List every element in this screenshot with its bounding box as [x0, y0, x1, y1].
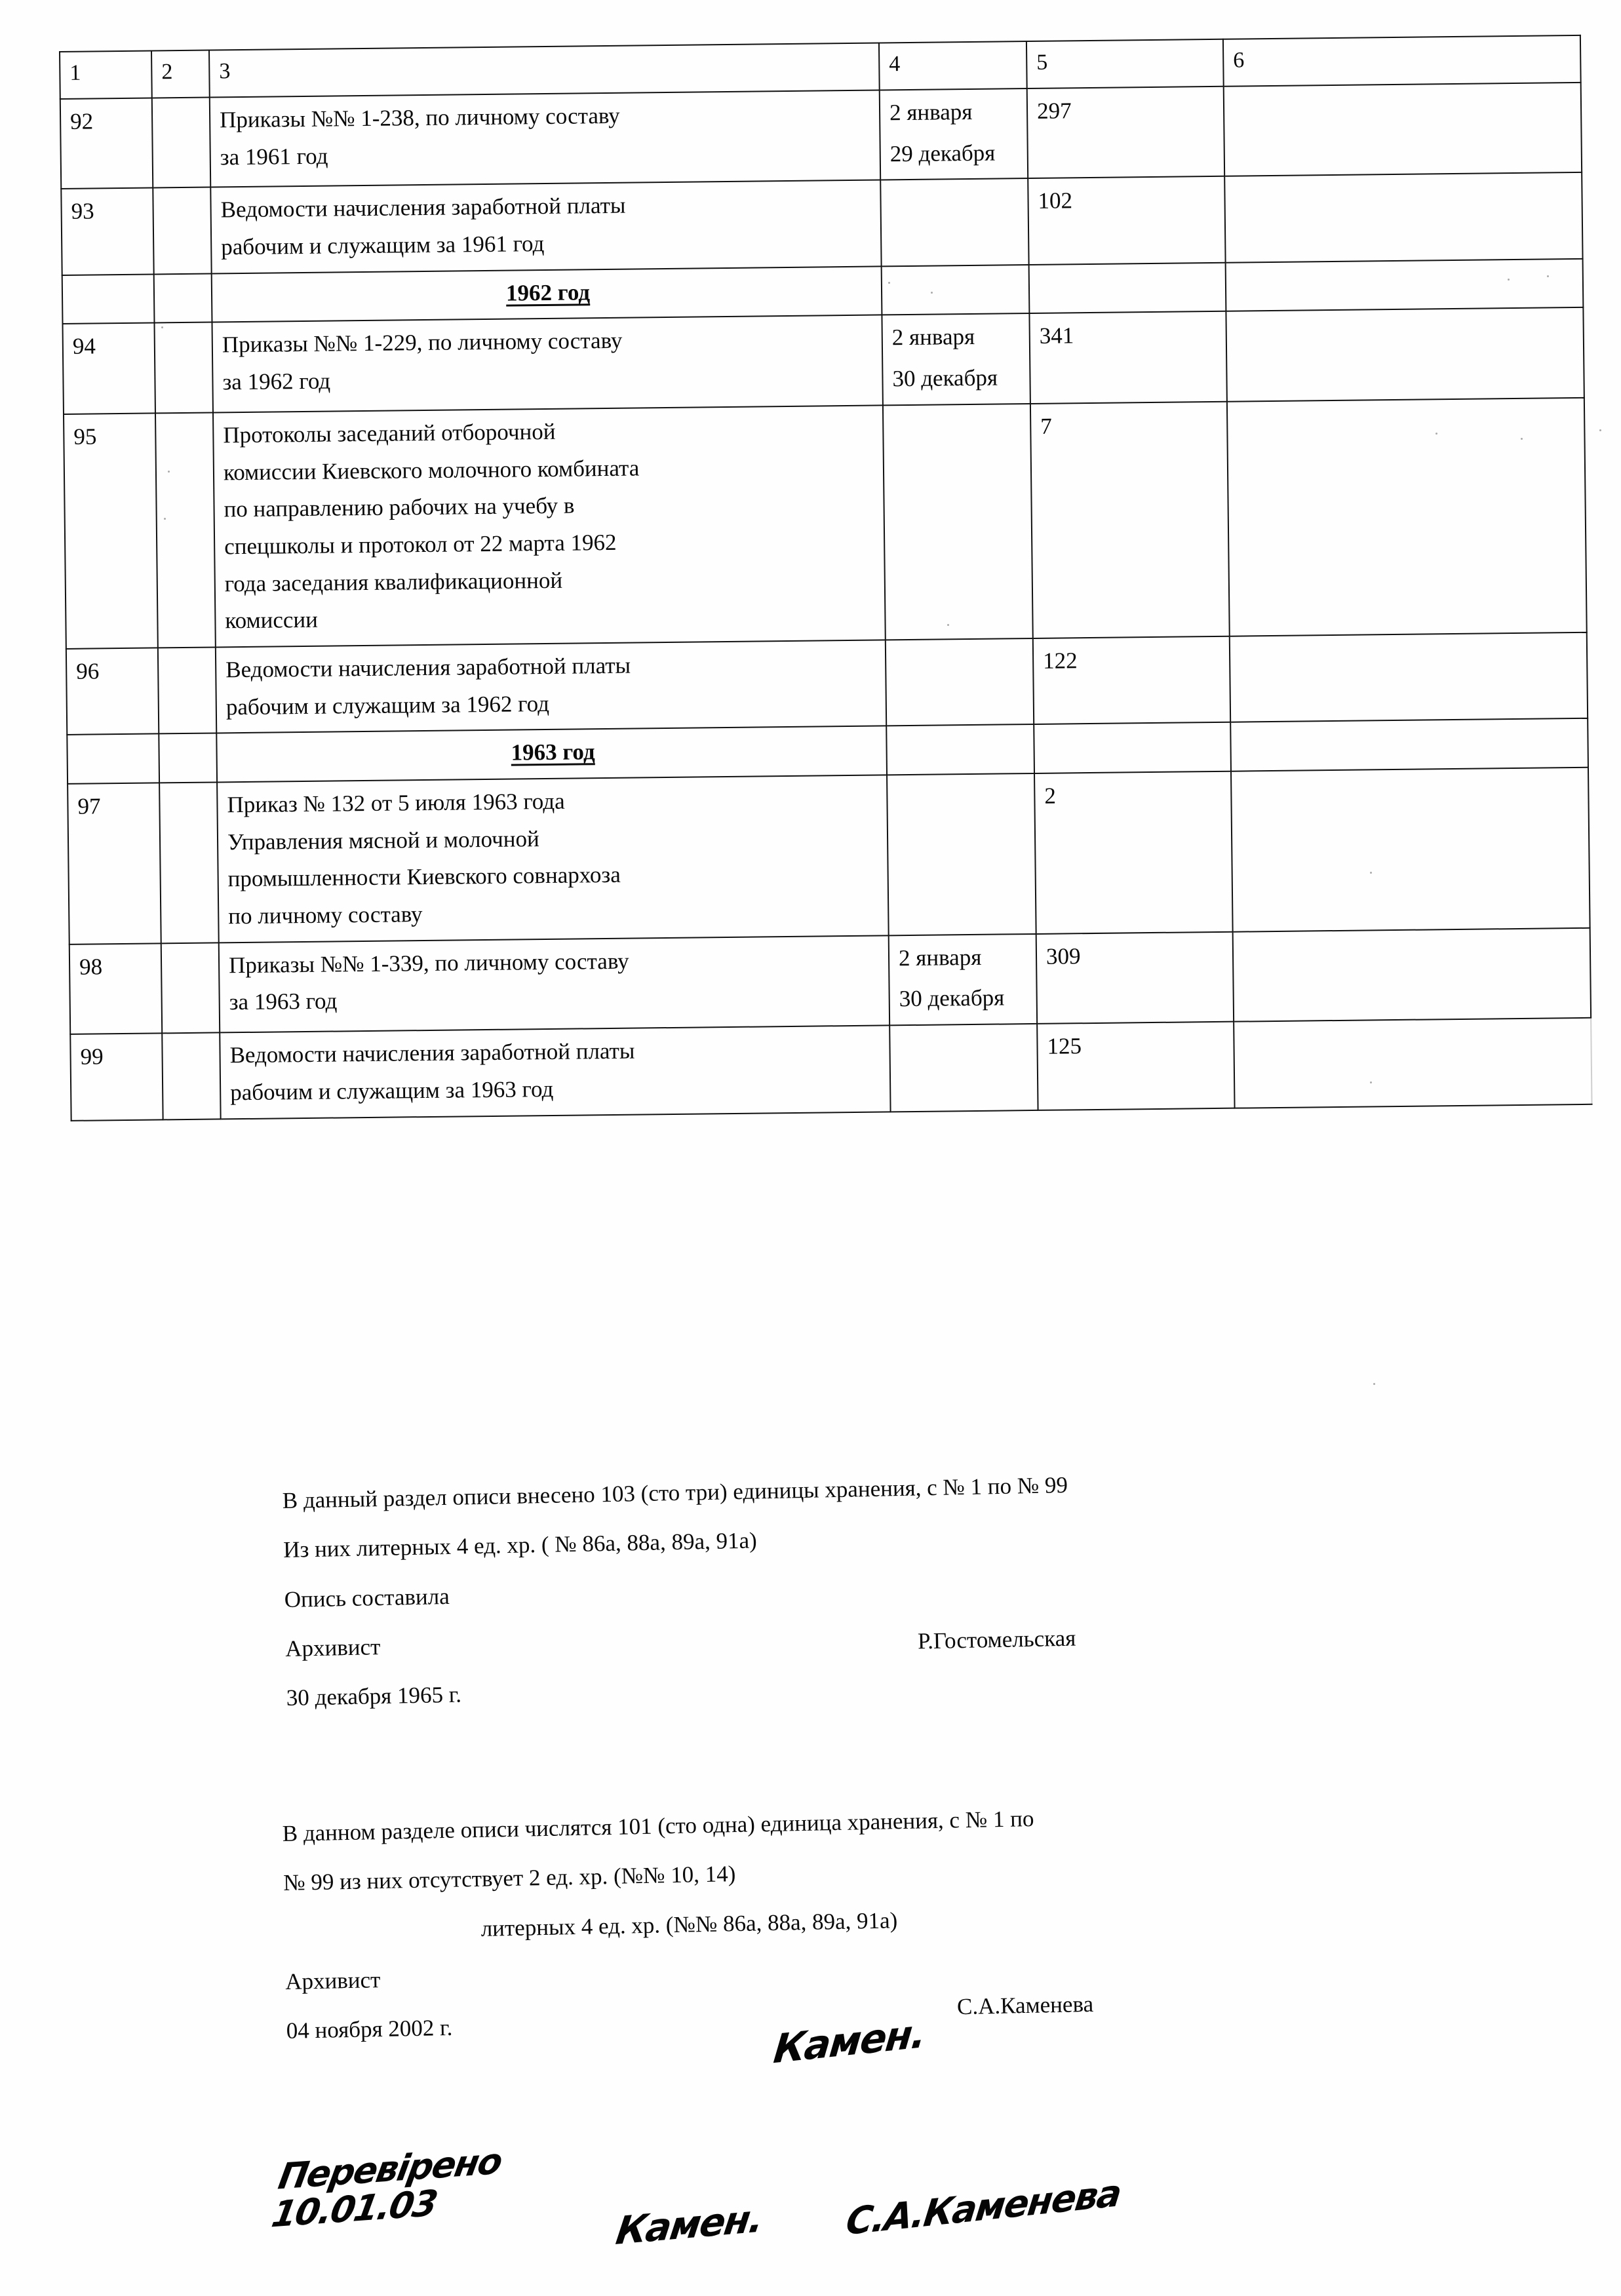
column-header-4: 4: [879, 41, 1027, 90]
row-date-end: 29 декабря: [889, 140, 996, 166]
row-title-line: Управления мясной и молочной: [227, 825, 539, 855]
row-title-line: Ведомости начисления заработной платы: [220, 193, 626, 223]
table-row: [64, 398, 1587, 649]
table-row: [70, 1018, 1592, 1120]
row-dates: [882, 313, 1030, 405]
row-number: [67, 734, 159, 784]
scan-speckle: [1435, 433, 1437, 435]
row-dates: [880, 88, 1028, 180]
row-title: [210, 90, 880, 187]
row-notes: [1231, 768, 1590, 932]
row-dates: [880, 178, 1028, 266]
row-sheet-count: 125: [1037, 1022, 1234, 1110]
row-index: [159, 782, 219, 943]
row-index: [154, 322, 212, 413]
scan-speckle: [168, 471, 170, 473]
row-sheet-count: 309: [1036, 931, 1234, 1024]
row-index: [153, 187, 211, 274]
cert2-date: 04 ноября 2002 г.: [286, 2014, 453, 2044]
row-number: 98: [69, 943, 162, 1034]
row-sheet-count: 341: [1029, 311, 1226, 404]
column-header-2: 2: [151, 50, 210, 98]
row-number: 93: [61, 188, 153, 275]
table-row: [69, 928, 1591, 1034]
row-sheet-count: [1034, 722, 1231, 773]
scan-speckle: [164, 518, 166, 520]
row-title: [219, 935, 889, 1032]
row-index: [154, 273, 212, 323]
cert2-signer-name: С.А.Каменева: [956, 1991, 1094, 2020]
row-title-line: Протоколы заседаний отборочной: [223, 418, 556, 448]
row-title-line: за 1962 год: [222, 368, 331, 395]
row-title-line: Приказы №№ 1-238, по личному составу: [219, 102, 620, 133]
row-notes: [1224, 83, 1582, 176]
row-index: [155, 412, 216, 648]
table-row: [63, 307, 1584, 414]
row-title-line: за 1961 год: [220, 143, 328, 170]
row-notes: [1226, 259, 1584, 312]
scan-speckle: [1370, 872, 1372, 874]
row-date-end: 30 декабря: [899, 984, 1005, 1012]
row-title-line: Ведомости начисления заработной платы: [229, 1038, 635, 1068]
row-number: 94: [63, 323, 155, 414]
cert1-line-1: В данный раздел описи внесено 103 (сто три) единицы хранения, с № 1 по № 99: [282, 1471, 1068, 1513]
row-notes: [1224, 172, 1582, 262]
year-heading-label: 1962 год: [505, 279, 591, 306]
handwritten-name-kameneva-lower: С.А.Каменева: [844, 2171, 1123, 2244]
scan-speckle: [1370, 1081, 1372, 1083]
row-title: [220, 1026, 890, 1119]
table-row: [66, 632, 1588, 735]
handwritten-signature-kameneva-lower: Камен.: [613, 2195, 766, 2254]
table-row: [61, 172, 1582, 275]
cert2-archivist-label: Архивист: [284, 1966, 381, 1994]
handwritten-verified-stamp: [268, 2140, 505, 2236]
cert2-line-3: литерных 4 ед. хр. (№№ 86а, 88а, 89а, 91а): [480, 1907, 898, 1941]
row-date-start: [890, 184, 1021, 185]
row-title-line: года заседания квалификационной: [224, 567, 563, 596]
scan-speckle: [888, 282, 890, 284]
row-index: [162, 1033, 220, 1119]
row-dates: [882, 265, 1030, 315]
row-dates: [889, 1024, 1038, 1112]
row-sheet-count: [1029, 263, 1226, 314]
row-notes: [1234, 1018, 1592, 1108]
row-dates: [889, 934, 1037, 1026]
handwritten-verified-label: Перевірено: [275, 2140, 505, 2198]
column-header-3: 3: [209, 43, 880, 97]
row-title-line: Приказы №№ 1-339, по личному составу: [228, 948, 629, 979]
row-title-line: рабочим и служащим за 1961 год: [221, 231, 545, 260]
row-sheet-count: 7: [1030, 402, 1230, 638]
row-sheet-count: 102: [1028, 176, 1225, 265]
row-dates: [886, 638, 1034, 726]
row-title-line: промышленности Киевского совнархоза: [227, 862, 621, 892]
cert1-date: 30 декабря 1965 г.: [286, 1681, 462, 1711]
column-header-6: 6: [1223, 35, 1581, 87]
row-number: 92: [60, 98, 153, 189]
cert2-line-1: В данном разделе описи числятся 101 (сто одна) единица хранения, с № 1 по: [282, 1805, 1034, 1846]
certification-note-1965: [282, 1460, 1072, 1722]
row-title-line: по направлению рабочих на учебу в: [224, 492, 575, 522]
row-title-line: комиссии: [225, 607, 319, 634]
row-title-line: Ведомости начисления заработной платы: [225, 652, 631, 683]
row-notes: [1230, 718, 1588, 771]
row-title: [210, 180, 881, 273]
row-notes: [1226, 307, 1584, 401]
scan-speckle: [161, 326, 163, 328]
column-header-5: 5: [1026, 39, 1224, 88]
row-title-line: Приказ № 132 от 5 июля 1963 года: [227, 788, 565, 818]
row-sheet-count: 122: [1033, 636, 1230, 725]
row-sheet-count: 297: [1027, 87, 1224, 179]
row-dates: [887, 773, 1036, 935]
row-date-start: 2 января: [898, 944, 982, 971]
year-heading-label: 1963 год: [511, 739, 595, 766]
scan-speckle: [1508, 279, 1510, 281]
handwritten-signature-kameneva-upper: Камен.: [771, 2010, 928, 2073]
row-title: [217, 775, 889, 943]
row-date-start: 2 января: [891, 324, 975, 351]
row-number: 97: [68, 783, 161, 944]
handwritten-verified-date: 10.01.03: [268, 2181, 440, 2236]
scan-speckle: [1547, 275, 1549, 277]
table-row: [68, 768, 1590, 944]
year-heading: [216, 726, 887, 783]
cert1-archivist-label: Архивист: [284, 1633, 381, 1662]
scan-speckle: [1373, 1383, 1375, 1385]
row-title-line: по личному составу: [228, 901, 423, 929]
row-number: 99: [70, 1034, 163, 1121]
row-number: 95: [64, 413, 158, 649]
row-date-end: 30 декабря: [892, 364, 998, 392]
scan-speckle: [947, 624, 949, 626]
inventory-table-container: [59, 35, 1592, 1121]
row-title-line: Приказы №№ 1-229, по личному составу: [222, 328, 623, 358]
row-notes: [1233, 928, 1591, 1022]
table-row: [60, 83, 1582, 189]
row-notes: [1230, 632, 1588, 722]
row-sheet-count: 2: [1034, 771, 1233, 934]
row-title-line: за 1963 год: [229, 988, 338, 1015]
row-index: [158, 647, 216, 733]
row-title: [216, 640, 886, 733]
row-title: [212, 315, 882, 412]
cert1-compiled-by-label: Опись составила: [284, 1583, 450, 1612]
row-index: [152, 98, 210, 188]
row-title-line: рабочим и служащим за 1963 год: [229, 1076, 554, 1106]
cert2-line-2: № 99 из них отсутствует 2 ед. хр. (№№ 10, 14): [283, 1861, 736, 1896]
year-heading: [212, 266, 882, 322]
cert1-signer-name: Р.Гостомельская: [917, 1625, 1076, 1654]
inventory-table: [59, 35, 1593, 1121]
row-date-start: 2 января: [889, 98, 973, 126]
row-number: 96: [66, 648, 159, 735]
row-notes: [1227, 398, 1587, 636]
scan-speckle: [931, 292, 933, 294]
scan-speckle: [1521, 438, 1523, 440]
column-header-1: 1: [60, 50, 152, 99]
cert1-line-2: Из них литерных 4 ед. хр. ( № 86а, 88а, 89а, 91а): [283, 1527, 758, 1563]
row-title-line: спецшколы и протокол от 22 марта 1962: [224, 529, 617, 560]
row-title-line: комиссии Киевского молочного комбината: [223, 454, 640, 485]
row-dates: [883, 404, 1033, 640]
row-index: [159, 733, 217, 783]
row-title-line: рабочим и служащим за 1962 год: [225, 690, 550, 720]
scan-speckle: [1599, 429, 1601, 431]
row-number: [62, 274, 155, 324]
row-dates: [886, 724, 1034, 775]
row-title: [213, 405, 886, 647]
row-index: [161, 943, 220, 1033]
